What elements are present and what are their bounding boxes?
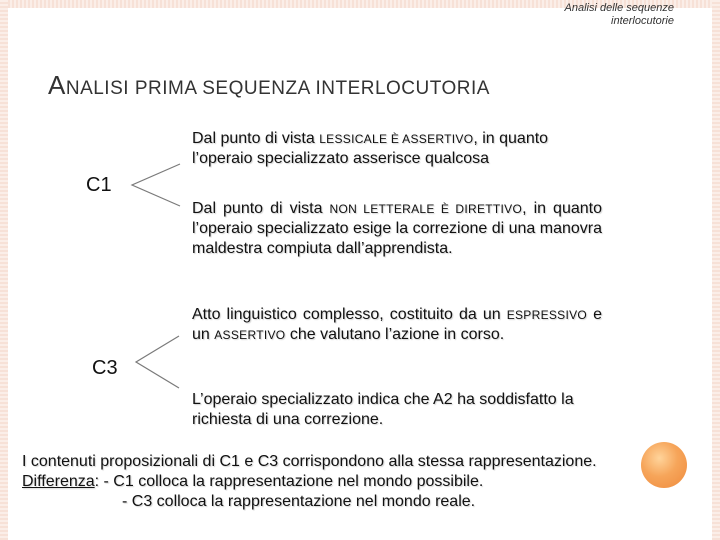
frame-left-border	[0, 0, 8, 540]
title-initial: A	[48, 70, 66, 100]
difference-label: Differenza	[22, 473, 95, 490]
difference-c1: : - C1 colloca la rappresentazione nel mondo possibile.	[94, 473, 484, 490]
p1-text-b: , in quanto l’operaio specializzato asserisce qualcosa	[192, 130, 549, 167]
title-rest: NALISI PRIMA SEQUENZA INTERLOCUTORIA	[65, 78, 490, 99]
paragraph-c3-complex-act	[192, 305, 602, 345]
conclusion-difference	[22, 472, 630, 492]
p3-text-a: Atto linguistico complesso, costituito da un	[192, 306, 507, 323]
p2-smallcaps: NON LETTERALE È DIRETTIVO	[329, 202, 523, 216]
slide-title	[48, 70, 490, 101]
p3-smallcaps-1: ESPRESSIVO	[506, 308, 588, 322]
slide-header	[565, 2, 674, 28]
p2-text-b: , in quanto l’operaio specializzato esige la correzione di una manovra maldestra compiuta dall’apprendista.	[192, 200, 603, 257]
header-line-2: interlocutorie	[611, 15, 674, 27]
p3-text-b: e un	[192, 306, 603, 343]
difference-c3: - C3 colloca la rappresentazione nel mondo reale.	[122, 493, 476, 510]
label-c3: C3	[92, 357, 118, 379]
p3-text-c: che valutano l’azione in corso.	[285, 326, 505, 343]
header-line-1: Analisi delle sequenze	[564, 2, 674, 14]
p2-text-a: Dal punto di vista	[192, 200, 330, 217]
frame-right-border	[712, 0, 720, 540]
paragraph-c1-directive	[192, 199, 602, 259]
p1-text-a: Dal punto di vista	[192, 130, 320, 147]
conclusion-line-1: I contenuti proposizionali di C1 e C3 corrispondono alla stessa rappresentazione.	[22, 453, 597, 470]
paragraph-c1-assertive	[192, 129, 602, 169]
conclusion-block	[22, 452, 630, 512]
p3-smallcaps-2: ASSERTIVO	[214, 328, 286, 342]
decorative-circle	[641, 442, 687, 488]
paragraph-c3-correction: L’operaio specializzato indica che A2 ha soddisfatto la richiesta di una correzione.	[192, 391, 574, 428]
p1-smallcaps: LESSICALE È ASSERTIVO	[319, 132, 474, 146]
branch-c3-icon	[133, 333, 181, 391]
branch-c1-icon	[128, 160, 182, 210]
label-c1: C1	[86, 174, 112, 196]
